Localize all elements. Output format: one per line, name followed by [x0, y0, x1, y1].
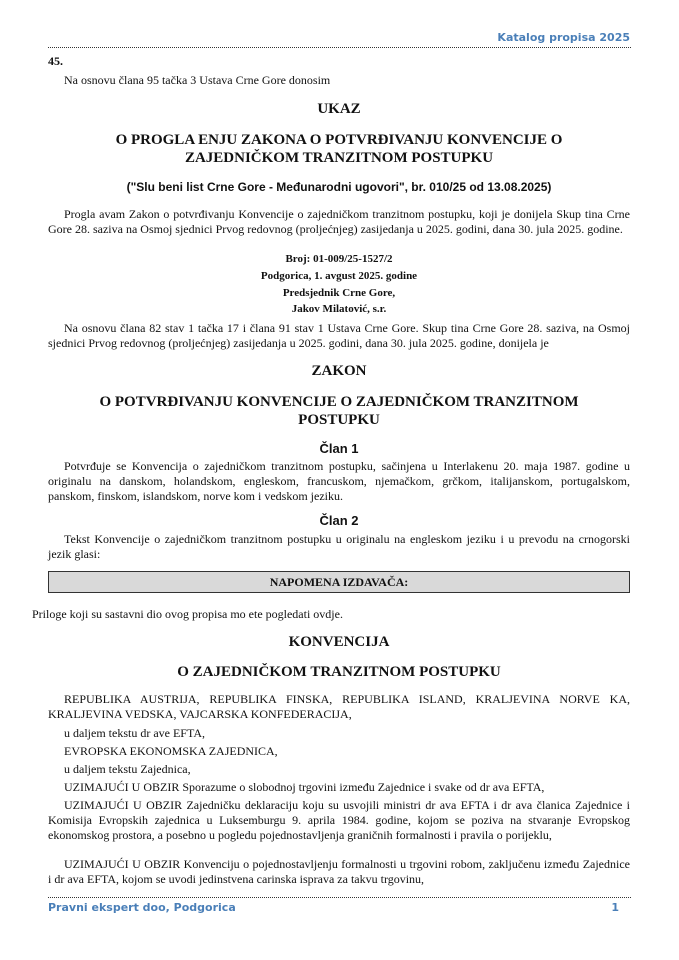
- attachments-link[interactable]: Priloge koji su sastavni dio ovog propisa mo ete pogledati ovdje.: [32, 607, 343, 621]
- proclaim-paragraph: Progla avam Zakon o potvrđivanju Konvencije o zajedničkom tranzitnom postupku, koji je donijela Skup tina Crne Gore 28. saziva na Osmoj sjednici Prvog redovnog (proljećnjeg) zasijedanja u 2025. godini, dana 30. jula 2025. godine.: [48, 207, 630, 236]
- konvencija-title: KONVENCIJA: [288, 634, 390, 650]
- konvencija-subtitle: O ZAJEDNIČKOM TRANZITNOM POSTUPKU: [177, 664, 501, 680]
- catalog-header: Katalog propisa 2025: [497, 31, 630, 44]
- clan2-text: Tekst Konvencije o zajedničkom tranzitnom postupku u originalu na engleskom jeziku i u prevodu na crnogorski jezik glasi:: [48, 532, 630, 561]
- page-number: 1: [611, 901, 619, 914]
- place-date: Podgorica, 1. avgust 2025. godine: [260, 270, 418, 282]
- gazette-reference: ("Slu beni list Crne Gore - Međunarodni ugovori", br. 010/25 od 13.08.2025): [126, 180, 552, 194]
- decree-number: Broj: 01-009/25-1527/2: [285, 253, 393, 265]
- president-name: Jakov Milatović, s.r.: [291, 303, 387, 315]
- zakon-subtitle-line2: POSTUPKU: [298, 412, 380, 428]
- publisher-note-box: NAPOMENA IZDAVAČA:: [48, 571, 630, 593]
- zajednica-note: u daljem tekstu Zajednica,: [64, 762, 191, 776]
- ukaz-subtitle-line2: ZAJEDNIČKOM TRANZITNOM POSTUPKU: [184, 150, 494, 166]
- footer-publisher: Pravni ekspert doo, Podgorica: [48, 901, 236, 914]
- basis-paragraph: Na osnovu člana 82 stav 1 tačka 17 i člana 91 stav 1 Ustava Crne Gore. Skup tina Crne Gore 28. saziva, na Osmoj sjednici Prvog redovnog (proljećnjeg) zasijedanja u 2025. godini, dana 30. jula 2025. godine, donijela je: [48, 321, 630, 350]
- recital-3: UZIMAJUĆI U OBZIR Konvenciju o pojednostavljenju formalnosti u trgovini robom, zaključenu između Zajednice i dr ava EFTA, kojom se uvodi jedinstvena carinska isprava za takvu trgovinu,: [48, 857, 630, 886]
- clan1-title: Član 1: [319, 441, 359, 456]
- header-divider: [48, 47, 631, 48]
- ukaz-subtitle-line1: O PROGLA ENJU ZAKONA O POTVRĐIVANJU KONVENCIJE O: [115, 132, 563, 148]
- doc-number: 45.: [48, 54, 63, 68]
- recital-1: UZIMAJUĆI U OBZIR Sporazume o slobodnoj trgovini između Zajednice i svake od dr ava EFTA,: [64, 780, 545, 794]
- contracting-parties: REPUBLIKA AUSTRIJA, REPUBLIKA FINSKA, REPUBLIKA ISLAND, KRALJEVINA NORVE KA, KRALJEVINA VEDSKA, VAJCARSKA KONFEDERACIJA,: [48, 692, 630, 721]
- footer-divider: [48, 897, 631, 898]
- recital-2: UZIMAJUĆI U OBZIR Zajedničku deklaraciju koju su usvojili ministri dr ava EFTA i dr ava članica Zajednice i Komisija Evropskih zajednica u Luksemburgu 9. aprila 1984. godine, kojom se poziva na stvaranje Evropskog ekonomskog prostora, a posebno u pogledu pojednostavljenja graničnih formalnosti i pravila o porijeklu,: [48, 798, 630, 842]
- ukaz-title: UKAZ: [317, 101, 361, 117]
- zakon-title: ZAKON: [311, 363, 367, 379]
- clan1-text: Potvrđuje se Konvencija o zajedničkom tranzitnom postupku, sačinjena u Interlakenu 20. maja 1987. godine u originalu na danskom, holandskom, engleskom, francuskom, njemačkom, grčkom, italijanskom, portugalskom, panskom, finskom, islandskom, norve kom i vedskom jeziku.: [48, 459, 630, 503]
- president-title: Predsjednik Crne Gore,: [282, 287, 396, 299]
- eez-party: EVROPSKA EKONOMSKA ZAJEDNICA,: [64, 744, 278, 758]
- intro-text: Na osnovu člana 95 tačka 3 Ustava Crne Gore donosim: [64, 73, 331, 87]
- clan2-title: Član 2: [319, 513, 359, 528]
- zakon-subtitle-line1: O POTVRĐIVANJU KONVENCIJE O ZAJEDNIČKOM TRANZITNOM: [99, 394, 579, 410]
- efta-note: u daljem tekstu dr ave EFTA,: [64, 726, 206, 740]
